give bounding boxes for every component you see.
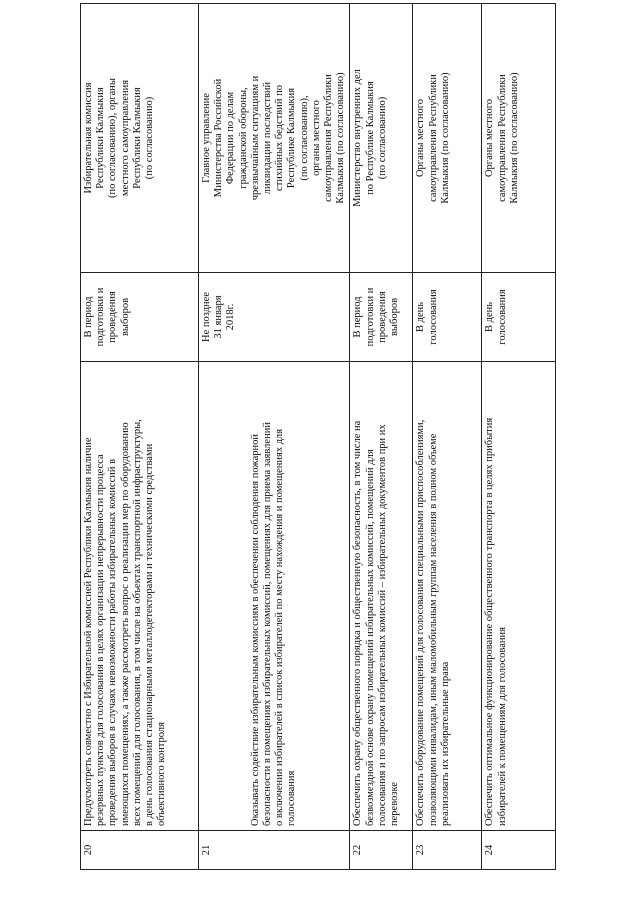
responsible-line: стихийных бедствий по — [274, 85, 286, 191]
term-line: проведения — [376, 291, 388, 343]
table-row — [350, 4, 413, 870]
responsible-line: (по согласованию) — [144, 96, 156, 180]
task-cell — [199, 362, 350, 831]
task-line: безвозмездной основе охрану помещений избирательных комиссий, помещений для — [364, 449, 376, 826]
term-cell — [413, 273, 482, 362]
responsible-line: ликвидации последствий — [262, 81, 274, 195]
term-line: 31 января — [213, 295, 225, 339]
term-line: проведения — [107, 291, 119, 343]
task-cell — [350, 362, 413, 831]
task-line: объективного контроля — [156, 722, 168, 826]
task-line: Обеспечить оборудование помещений для голосования специальными приспособлениями, — [415, 419, 427, 826]
responsible-line: самоуправления Республики — [427, 74, 439, 202]
responsible-line: (по согласованию) — [376, 96, 388, 180]
responsible-cell — [413, 4, 482, 273]
term-line: подготовки и — [95, 287, 107, 347]
task-line: резервных пунктов для голосования в целях организации непрерывности процесса — [95, 454, 107, 826]
responsible-line: чрезвычайным ситуациям и — [249, 75, 261, 201]
measures-table — [80, 3, 556, 870]
responsible-cell — [350, 4, 413, 273]
task-line: в день голосования стационарными металлодетекторами и техническими средствами — [144, 443, 156, 826]
responsible-line: (по согласованию), органы — [107, 78, 119, 198]
responsible-line: местного самоуправления — [119, 79, 131, 197]
task-line: безопасности в помещениях избирательных комиссий, помещениях для приема заявлений — [262, 422, 274, 826]
row-number: 21 — [199, 831, 350, 870]
table-row — [482, 4, 556, 870]
responsible-line: самоуправления Республики — [323, 74, 335, 202]
task-line: реализовать их избирательные права — [439, 661, 451, 826]
responsible-line: Федерации по делам — [225, 91, 237, 185]
row-number: 22 — [350, 831, 413, 870]
term-line: В период — [352, 296, 364, 338]
task-line: всех помещений для голосования, в том числе на объектах транспортной инфраструктуры, — [131, 419, 143, 826]
task-line: Обеспечить оптимальное функционирование общественного транспорта в целях прибытия — [484, 417, 496, 826]
responsible-cell — [199, 4, 350, 273]
responsible-line: Калмыкия (по согласованию) — [335, 72, 347, 204]
table-row — [413, 4, 482, 870]
row-number: 20 — [81, 831, 199, 870]
responsible-line: (по согласованию), — [298, 95, 310, 181]
term-cell — [199, 273, 350, 362]
responsible-line: Министерства Российской — [213, 78, 225, 198]
responsible-line: органы местного — [310, 100, 322, 176]
task-line: Обеспечить охрану общественного порядка и общественную безопасность, в том числе на — [352, 420, 364, 826]
task-line: голосования и по запросам избирательных комиссий – избирательных документов при их — [376, 424, 388, 826]
responsible-line: Органы местного — [415, 98, 427, 178]
term-line: выборов — [389, 297, 401, 337]
term-line: В день — [484, 301, 496, 333]
term-line: подготовки и — [364, 287, 376, 347]
term-line: В период — [83, 296, 94, 338]
responsible-line: Главное управление — [201, 93, 212, 183]
responsible-line: Калмыкия (по согласованию) — [508, 72, 520, 204]
responsible-line: самоуправления Республики — [496, 74, 508, 202]
responsible-cell — [482, 4, 556, 273]
rotated-page — [80, 40, 530, 870]
table-row — [81, 4, 199, 870]
term-cell — [350, 273, 413, 362]
row-number: 24 — [482, 831, 556, 870]
term-line: 2018г. — [225, 303, 237, 331]
task-cell — [413, 362, 482, 831]
responsible-line: Республике Калмыкия — [286, 87, 298, 189]
task-cell — [81, 362, 199, 831]
term-line: Не позднее — [201, 292, 212, 342]
responsible-line: Избирательная комиссия — [83, 82, 94, 194]
responsible-line: Республики Калмыкия — [95, 87, 107, 189]
task-line: позволяющими инвалидам, иным маломобильным группам населения в полном объеме — [427, 433, 439, 826]
task-line: голосования — [286, 770, 298, 826]
responsible-cell — [81, 4, 199, 273]
responsible-line: гражданской обороны, — [237, 87, 249, 189]
term-cell — [81, 273, 199, 362]
task-line: о включении избирателей в список избирателей по месту нахождения и помещениях для — [274, 428, 286, 826]
term-line: выборов — [119, 297, 131, 337]
task-line: Предусмотреть совместно с Избирательной комиссией Республики Калмыкия наличие — [83, 437, 94, 826]
term-line: В день — [415, 301, 427, 333]
responsible-line: Органы местного — [484, 98, 496, 178]
task-line: избирателей к помещениям для голосования — [496, 627, 508, 826]
task-line: перевозке — [389, 782, 401, 826]
row-number: 23 — [413, 831, 482, 870]
task-line: Оказывать содействие избирательным комиссиям в обеспечении соблюдения пожарной — [249, 433, 261, 826]
task-line: проведения выборов в случаях невозможности работы избирательных комиссий в — [107, 458, 119, 826]
task-line: имеющихся помещениях, а также рассмотреть вопрос о реализации мер по оборудованию — [119, 422, 131, 826]
term-line: голосования — [496, 289, 508, 345]
term-cell — [482, 273, 556, 362]
responsible-line: Калмыкия (по согласованию) — [439, 72, 451, 204]
responsible-line: Министерство внутренних дел — [352, 69, 364, 207]
table-row — [199, 4, 350, 870]
term-line: голосования — [427, 289, 439, 345]
responsible-line: Республики Калмыкия — [131, 87, 143, 189]
responsible-line: по Республике Калмыкия — [364, 81, 376, 195]
task-cell — [482, 362, 556, 831]
